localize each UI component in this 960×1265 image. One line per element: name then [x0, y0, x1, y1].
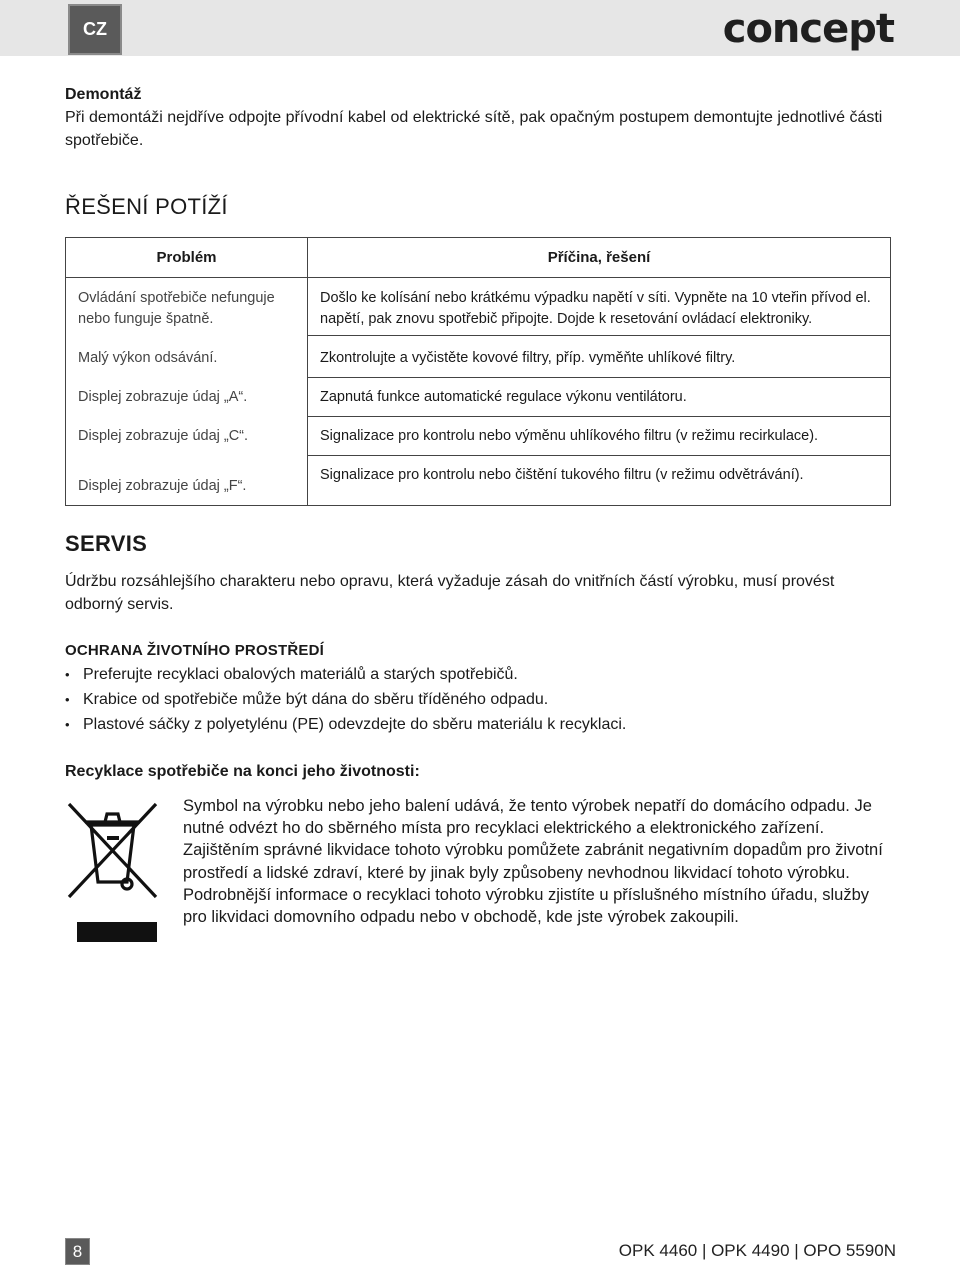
- col-solution: Příčina, řešení: [308, 238, 891, 278]
- list-item: • Krabice od spotřebiče může být dána do sběru tříděného odpadu.: [65, 687, 895, 712]
- table-row: [66, 336, 891, 378]
- environment-title: OCHRANA ŽIVOTNÍHO PROSTŘEDÍ: [65, 642, 325, 659]
- table-row: [66, 456, 891, 506]
- model-numbers: OPK 4460 | OPK 4490 | OPO 5590N: [618, 1241, 896, 1260]
- environment-section: [65, 642, 895, 737]
- weee-bin-icon: [65, 800, 160, 945]
- problem-cell: Displej zobrazuje údaj „A“.: [66, 378, 308, 417]
- troubleshooting-heading-wrap: [65, 194, 895, 220]
- recycling-text-wrap: [183, 795, 895, 928]
- table-row: [66, 417, 891, 456]
- problem-cell: Malý výkon odsávání.: [66, 336, 308, 378]
- servis-title: SERVIS: [65, 531, 148, 556]
- solution-cell: Došlo ke kolísání nebo krátkému výpadku napětí v síti. Vypněte na 10 vteřin přívod el. napětí, pak znovu spotřebič připojte. Dojde k resetování ovládací elektroniky.: [308, 278, 891, 336]
- problem-cell: Displej zobrazuje údaj „C“.: [66, 417, 308, 456]
- recycling-text: Symbol na výrobku nebo jeho balení udává, že tento výrobek nepatří do domácího odpadu. Je nutné odvézt ho do sběrného místa pro recyklaci elektrického a elektronického zařízení. Zajištěním správné likvidace tohoto výrobku pomůžete zabránit negativním dopadům pro životní prostředí a lidské zdraví, které by jinak byly způsobeny nevhodnou likvidací tohoto výrobku. Podrobnější informace o recyklaci tohoto výrobku zjistíte u příslušného místního úřadu, služby pro likvidaci domovního odpadu nebo v obchodě, kde jste výrobek zakoupili.: [183, 797, 883, 927]
- table-row: [66, 278, 891, 336]
- servis-text: Údržbu rozsáhlejšího charakteru nebo opravu, která vyžaduje zásah do vnitřních částí výrobku, musí provést odborný servis.: [65, 573, 835, 613]
- demontaz-title: Demontáž: [65, 86, 142, 103]
- recycling-heading-wrap: [65, 763, 895, 781]
- language-badge: CZ: [68, 4, 122, 55]
- environment-list: [65, 662, 895, 737]
- solution-cell: Signalizace pro kontrolu nebo čištění tukového filtru (v režimu odvětrávání).: [308, 456, 891, 506]
- brand-logo: concept: [722, 6, 894, 52]
- solution-cell: Zkontrolujte a vyčistěte kovové filtry, příp. vyměňte uhlíkové filtry.: [308, 336, 891, 378]
- demontaz-text: Při demontáži nejdříve odpojte přívodní kabel od elektrické sítě, pak opačným postupem demontujte jednotlivé části spotřebiče.: [65, 109, 883, 149]
- page-number: 8: [65, 1238, 90, 1265]
- table-header-row: [66, 238, 891, 278]
- demontaz-section: [65, 86, 895, 152]
- col-problem: Problém: [66, 238, 308, 278]
- table-row: [66, 378, 891, 417]
- list-item: • Preferujte recyklaci obalových materiálů a starých spotřebičů.: [65, 662, 895, 687]
- recycling-title: Recyklace spotřebiče na konci jeho životnosti:: [65, 763, 420, 780]
- troubleshooting-table: [65, 237, 891, 506]
- troubleshooting-title: ŘEŠENÍ POTÍŽÍ: [65, 194, 228, 219]
- solution-cell: Zapnutá funkce automatické regulace výkonu ventilátoru.: [308, 378, 891, 417]
- problem-cell: Ovládání spotřebiče nefunguje nebo funguje špatně.: [66, 278, 308, 336]
- list-item: • Plastové sáčky z polyetylénu (PE) odevzdejte do sběru materiálu k recyklaci.: [65, 712, 895, 737]
- problem-cell: Displej zobrazuje údaj „F“.: [66, 456, 308, 506]
- servis-section: [65, 531, 895, 616]
- solution-cell: Signalizace pro kontrolu nebo výměnu uhlíkového filtru (v režimu recirkulace).: [308, 417, 891, 456]
